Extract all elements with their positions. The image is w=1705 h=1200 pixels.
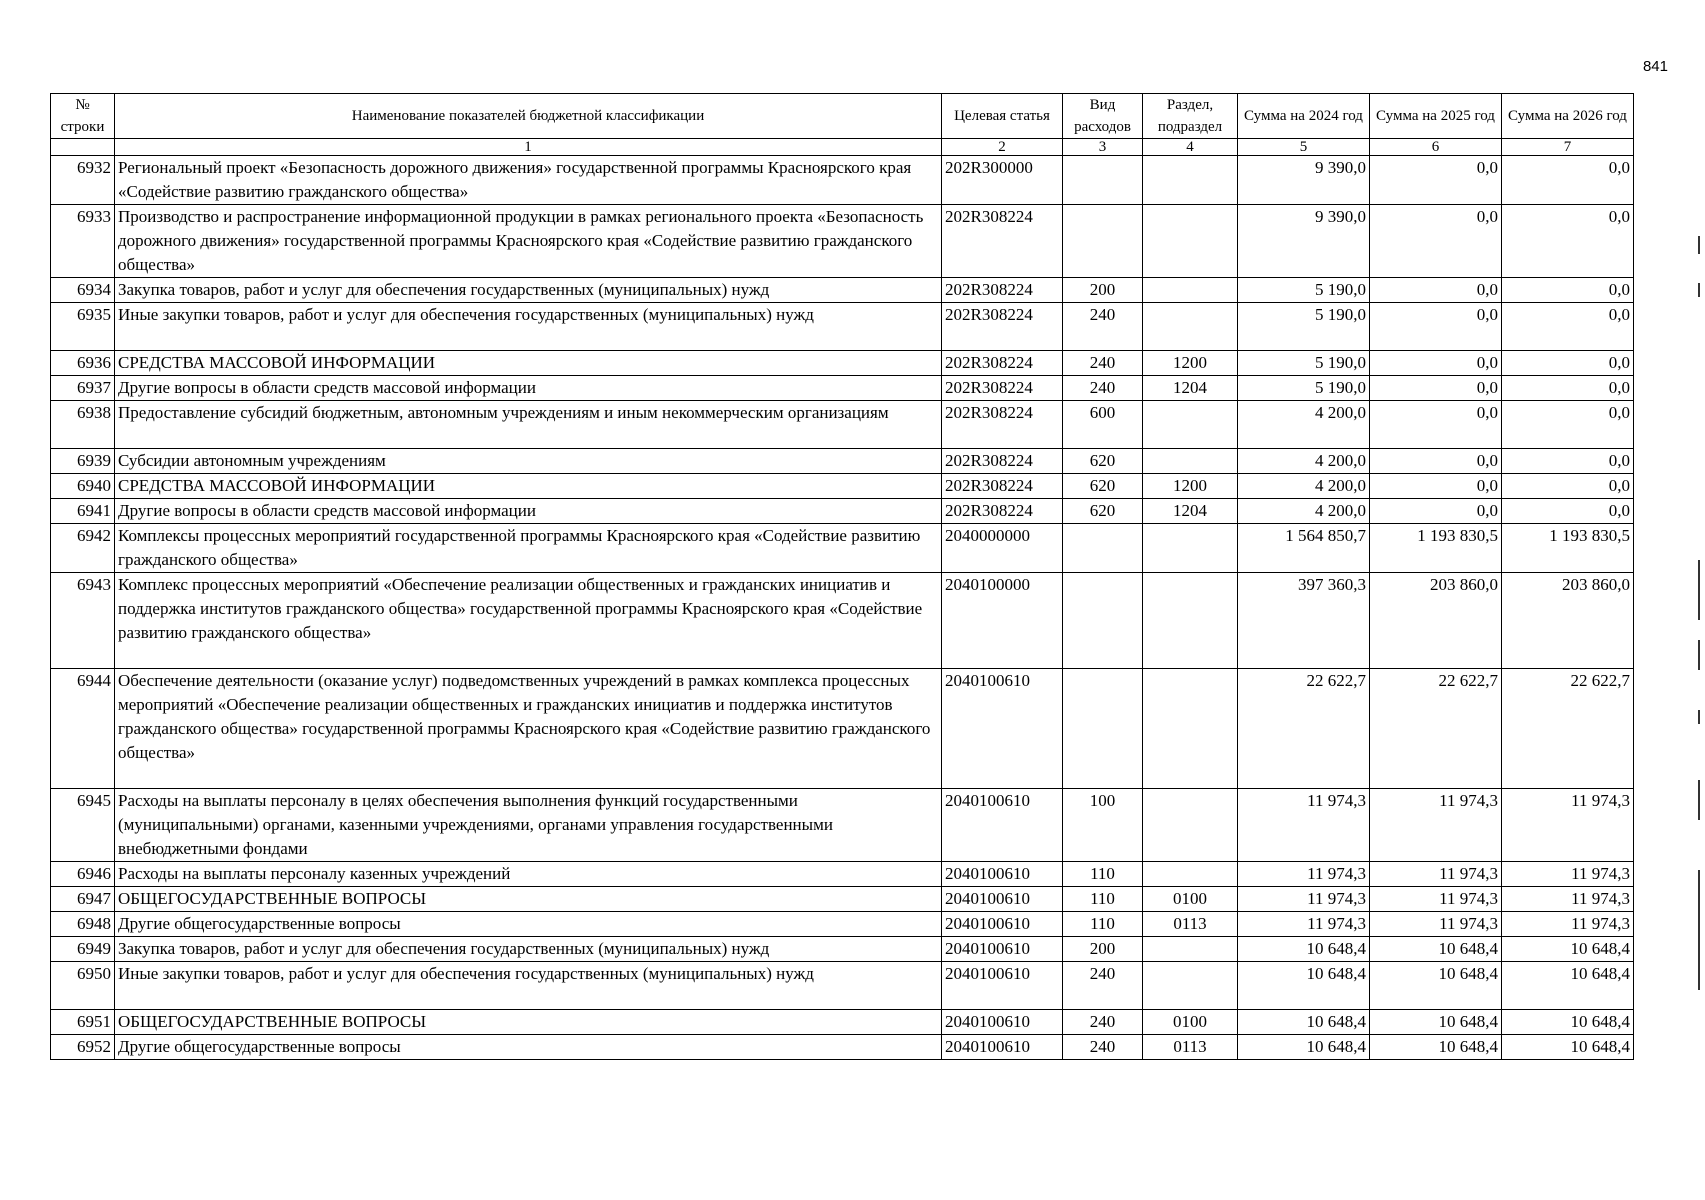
cell-target-article: 2040100610 (942, 1010, 1063, 1035)
cell-target-article: 202R308224 (942, 351, 1063, 376)
header-expense-type: Вид расходов (1063, 94, 1143, 139)
cell-row-number: 6938 (51, 401, 115, 449)
cell-section (1143, 862, 1238, 887)
cell-expense-type: 240 (1063, 303, 1143, 351)
cell-sum-2025: 1 193 830,5 (1370, 524, 1502, 573)
cell-sum-2026: 0,0 (1502, 156, 1634, 205)
table-row (51, 912, 1634, 937)
cell-row-number: 6937 (51, 376, 115, 401)
cell-section (1143, 278, 1238, 303)
cell-section (1143, 573, 1238, 669)
cell-sum-2026: 0,0 (1502, 205, 1634, 278)
cell-sum-2026: 11 974,3 (1502, 912, 1634, 937)
cell-sum-2025: 11 974,3 (1370, 789, 1502, 862)
colnum: 3 (1063, 139, 1143, 156)
cell-sum-2026: 0,0 (1502, 499, 1634, 524)
cell-row-number: 6946 (51, 862, 115, 887)
cell-section (1143, 789, 1238, 862)
cell-target-article: 202R308224 (942, 499, 1063, 524)
colnum: 5 (1238, 139, 1370, 156)
cell-name: Обеспечение деятельности (оказание услуг) подведомственных учреждений в рамках комплекса процессных мероприятий «Обеспечение реализации общественных и гражданских инициатив и поддержка институтов гражданского общества» государственной программы Красноярского края «Содействие развитию гражданского общества» (115, 669, 942, 789)
cell-sum-2024: 5 190,0 (1238, 376, 1370, 401)
cell-row-number: 6950 (51, 962, 115, 1010)
cell-row-number: 6933 (51, 205, 115, 278)
cell-section: 1204 (1143, 376, 1238, 401)
cell-section (1143, 524, 1238, 573)
cell-section: 1200 (1143, 474, 1238, 499)
cell-row-number: 6934 (51, 278, 115, 303)
cell-sum-2024: 5 190,0 (1238, 278, 1370, 303)
cell-name: Закупка товаров, работ и услуг для обеспечения государственных (муниципальных) нужд (115, 278, 942, 303)
cell-section (1143, 401, 1238, 449)
cell-name: Другие общегосударственные вопросы (115, 912, 942, 937)
cell-sum-2026: 1 193 830,5 (1502, 524, 1634, 573)
cell-target-article: 202R308224 (942, 401, 1063, 449)
cell-row-number: 6936 (51, 351, 115, 376)
header-sum-2025: Сумма на 2025 год (1370, 94, 1502, 139)
cell-expense-type: 100 (1063, 789, 1143, 862)
cell-section (1143, 205, 1238, 278)
table-row (51, 573, 1634, 669)
cell-expense-type: 110 (1063, 887, 1143, 912)
cell-target-article: 202R308224 (942, 278, 1063, 303)
cell-expense-type: 200 (1063, 278, 1143, 303)
cell-row-number: 6951 (51, 1010, 115, 1035)
cell-name: Иные закупки товаров, работ и услуг для обеспечения государственных (муниципальных) нужд (115, 303, 942, 351)
colnum: 1 (115, 139, 942, 156)
column-number-row (51, 139, 1634, 156)
cell-sum-2024: 10 648,4 (1238, 937, 1370, 962)
cell-sum-2026: 203 860,0 (1502, 573, 1634, 669)
cell-name: Расходы на выплаты персоналу казенных учреждений (115, 862, 942, 887)
table-row (51, 669, 1634, 789)
cell-name: Региональный проект «Безопасность дорожного движения» государственной программы Красноярского края «Содействие развитию гражданского общества» (115, 156, 942, 205)
cell-sum-2026: 0,0 (1502, 351, 1634, 376)
cell-expense-type: 240 (1063, 351, 1143, 376)
cell-sum-2024: 397 360,3 (1238, 573, 1370, 669)
header-section: Раздел, подраздел (1143, 94, 1238, 139)
cell-expense-type: 110 (1063, 912, 1143, 937)
cell-sum-2024: 10 648,4 (1238, 962, 1370, 1010)
cell-sum-2026: 11 974,3 (1502, 862, 1634, 887)
scan-edge-mark (1698, 283, 1700, 297)
cell-target-article: 202R308224 (942, 376, 1063, 401)
table-row (51, 887, 1634, 912)
cell-sum-2025: 0,0 (1370, 205, 1502, 278)
cell-section (1143, 669, 1238, 789)
cell-section: 1204 (1143, 499, 1238, 524)
cell-sum-2026: 0,0 (1502, 303, 1634, 351)
cell-target-article: 2040000000 (942, 524, 1063, 573)
budget-table (50, 93, 1634, 1060)
table-row (51, 1035, 1634, 1060)
cell-sum-2025: 22 622,7 (1370, 669, 1502, 789)
cell-sum-2025: 0,0 (1370, 401, 1502, 449)
cell-row-number: 6935 (51, 303, 115, 351)
cell-section (1143, 962, 1238, 1010)
header-sum-2024: Сумма на 2024 год (1238, 94, 1370, 139)
cell-sum-2026: 0,0 (1502, 376, 1634, 401)
colnum: 2 (942, 139, 1063, 156)
cell-section: 0113 (1143, 912, 1238, 937)
cell-sum-2026: 11 974,3 (1502, 789, 1634, 862)
cell-expense-type: 620 (1063, 499, 1143, 524)
colnum: 7 (1502, 139, 1634, 156)
cell-expense-type: 240 (1063, 1035, 1143, 1060)
cell-target-article: 2040100610 (942, 887, 1063, 912)
table-row (51, 1010, 1634, 1035)
cell-section (1143, 156, 1238, 205)
cell-target-article: 202R308224 (942, 205, 1063, 278)
cell-section: 1200 (1143, 351, 1238, 376)
cell-expense-type (1063, 524, 1143, 573)
cell-sum-2026: 22 622,7 (1502, 669, 1634, 789)
cell-sum-2024: 4 200,0 (1238, 449, 1370, 474)
cell-name: СРЕДСТВА МАССОВОЙ ИНФОРМАЦИИ (115, 474, 942, 499)
cell-sum-2026: 0,0 (1502, 474, 1634, 499)
page-number: 841 (1642, 58, 1668, 75)
cell-name: Другие общегосударственные вопросы (115, 1035, 942, 1060)
colnum-blank (51, 139, 115, 156)
cell-name: Иные закупки товаров, работ и услуг для обеспечения государственных (муниципальных) нужд (115, 962, 942, 1010)
cell-section: 0100 (1143, 1010, 1238, 1035)
cell-row-number: 6945 (51, 789, 115, 862)
table-row (51, 156, 1634, 205)
cell-sum-2025: 11 974,3 (1370, 912, 1502, 937)
table-row (51, 449, 1634, 474)
cell-name: Закупка товаров, работ и услуг для обеспечения государственных (муниципальных) нужд (115, 937, 942, 962)
cell-sum-2025: 0,0 (1370, 156, 1502, 205)
colnum: 6 (1370, 139, 1502, 156)
cell-row-number: 6948 (51, 912, 115, 937)
cell-target-article: 2040100610 (942, 789, 1063, 862)
cell-sum-2026: 10 648,4 (1502, 1010, 1634, 1035)
cell-target-article: 202R300000 (942, 156, 1063, 205)
cell-sum-2025: 203 860,0 (1370, 573, 1502, 669)
cell-name: Другие вопросы в области средств массовой информации (115, 376, 942, 401)
cell-sum-2025: 0,0 (1370, 449, 1502, 474)
cell-sum-2024: 11 974,3 (1238, 912, 1370, 937)
cell-row-number: 6940 (51, 474, 115, 499)
cell-target-article: 2040100610 (942, 669, 1063, 789)
cell-row-number: 6947 (51, 887, 115, 912)
cell-sum-2026: 11 974,3 (1502, 887, 1634, 912)
cell-sum-2025: 0,0 (1370, 499, 1502, 524)
cell-name: ОБЩЕГОСУДАРСТВЕННЫЕ ВОПРОСЫ (115, 1010, 942, 1035)
cell-sum-2024: 10 648,4 (1238, 1010, 1370, 1035)
cell-sum-2025: 0,0 (1370, 474, 1502, 499)
cell-row-number: 6944 (51, 669, 115, 789)
header-sum-2026: Сумма на 2026 год (1502, 94, 1634, 139)
scan-edge-mark (1698, 710, 1700, 724)
cell-section: 0113 (1143, 1035, 1238, 1060)
cell-expense-type: 240 (1063, 1010, 1143, 1035)
scan-edge-mark (1698, 236, 1700, 254)
cell-row-number: 6943 (51, 573, 115, 669)
cell-sum-2024: 22 622,7 (1238, 669, 1370, 789)
cell-target-article: 2040100610 (942, 962, 1063, 1010)
cell-sum-2026: 0,0 (1502, 278, 1634, 303)
cell-name: Комплекс процессных мероприятий «Обеспечение реализации общественных и гражданских инициатив и поддержка институтов гражданского общества» государственной программы Красноярского края «Содействие развитию гражданского общества» (115, 573, 942, 669)
cell-section: 0100 (1143, 887, 1238, 912)
cell-name: Расходы на выплаты персоналу в целях обеспечения выполнения функций государственными (муниципальными) органами, казенными учреждениями, органами управления государственными внебюджетными фондами (115, 789, 942, 862)
cell-sum-2025: 0,0 (1370, 376, 1502, 401)
table-row (51, 351, 1634, 376)
table-row (51, 937, 1634, 962)
cell-sum-2025: 11 974,3 (1370, 862, 1502, 887)
table-row (51, 499, 1634, 524)
cell-sum-2025: 0,0 (1370, 278, 1502, 303)
cell-expense-type (1063, 156, 1143, 205)
cell-row-number: 6941 (51, 499, 115, 524)
cell-sum-2024: 5 190,0 (1238, 351, 1370, 376)
cell-sum-2025: 11 974,3 (1370, 887, 1502, 912)
cell-row-number: 6932 (51, 156, 115, 205)
cell-sum-2026: 10 648,4 (1502, 1035, 1634, 1060)
cell-section (1143, 937, 1238, 962)
table-row (51, 401, 1634, 449)
cell-expense-type: 240 (1063, 962, 1143, 1010)
cell-target-article: 2040100610 (942, 912, 1063, 937)
table-row (51, 303, 1634, 351)
cell-name: СРЕДСТВА МАССОВОЙ ИНФОРМАЦИИ (115, 351, 942, 376)
cell-sum-2026: 10 648,4 (1502, 937, 1634, 962)
cell-sum-2026: 10 648,4 (1502, 962, 1634, 1010)
table-body (51, 156, 1634, 1060)
cell-name: ОБЩЕГОСУДАРСТВЕННЫЕ ВОПРОСЫ (115, 887, 942, 912)
table-row (51, 962, 1634, 1010)
cell-expense-type: 110 (1063, 862, 1143, 887)
header-name: Наименование показателей бюджетной классификации (115, 94, 942, 139)
cell-row-number: 6952 (51, 1035, 115, 1060)
cell-section (1143, 449, 1238, 474)
cell-sum-2024: 11 974,3 (1238, 887, 1370, 912)
cell-expense-type (1063, 205, 1143, 278)
cell-target-article: 2040100610 (942, 862, 1063, 887)
table-header-row (51, 94, 1634, 139)
cell-sum-2024: 4 200,0 (1238, 474, 1370, 499)
cell-sum-2024: 1 564 850,7 (1238, 524, 1370, 573)
cell-row-number: 6949 (51, 937, 115, 962)
cell-expense-type (1063, 669, 1143, 789)
cell-name: Производство и распространение информационной продукции в рамках регионального проекта «Безопасность дорожного движения» государственной программы Красноярского края «Содействие развитию гражданского общества» (115, 205, 942, 278)
cell-expense-type: 240 (1063, 376, 1143, 401)
cell-target-article: 202R308224 (942, 474, 1063, 499)
cell-sum-2025: 10 648,4 (1370, 1035, 1502, 1060)
cell-expense-type (1063, 573, 1143, 669)
scan-edge-mark (1698, 560, 1700, 620)
cell-name: Субсидии автономным учреждениям (115, 449, 942, 474)
table-row (51, 474, 1634, 499)
cell-sum-2026: 0,0 (1502, 449, 1634, 474)
cell-target-article: 2040100000 (942, 573, 1063, 669)
cell-name: Комплексы процессных мероприятий государственной программы Красноярского края «Содействие развитию гражданского общества» (115, 524, 942, 573)
cell-expense-type: 200 (1063, 937, 1143, 962)
cell-row-number: 6939 (51, 449, 115, 474)
cell-section (1143, 303, 1238, 351)
table-row (51, 205, 1634, 278)
table-row (51, 524, 1634, 573)
cell-sum-2024: 11 974,3 (1238, 862, 1370, 887)
cell-sum-2025: 0,0 (1370, 351, 1502, 376)
cell-sum-2024: 4 200,0 (1238, 499, 1370, 524)
cell-expense-type: 620 (1063, 449, 1143, 474)
cell-sum-2025: 10 648,4 (1370, 962, 1502, 1010)
table-row (51, 278, 1634, 303)
cell-sum-2025: 10 648,4 (1370, 1010, 1502, 1035)
cell-name: Другие вопросы в области средств массовой информации (115, 499, 942, 524)
scan-edge-mark (1698, 640, 1700, 670)
table-row (51, 376, 1634, 401)
cell-row-number: 6942 (51, 524, 115, 573)
header-target-article: Целевая статья (942, 94, 1063, 139)
cell-target-article: 202R308224 (942, 449, 1063, 474)
cell-name: Предоставление субсидий бюджетным, автономным учреждениям и иным некоммерческим организациям (115, 401, 942, 449)
cell-sum-2024: 4 200,0 (1238, 401, 1370, 449)
cell-sum-2024: 10 648,4 (1238, 1035, 1370, 1060)
scan-edge-mark (1698, 780, 1700, 820)
cell-expense-type: 620 (1063, 474, 1143, 499)
cell-expense-type: 600 (1063, 401, 1143, 449)
colnum: 4 (1143, 139, 1238, 156)
cell-sum-2025: 0,0 (1370, 303, 1502, 351)
cell-sum-2024: 11 974,3 (1238, 789, 1370, 862)
cell-sum-2024: 5 190,0 (1238, 303, 1370, 351)
scan-edge-mark (1698, 870, 1700, 990)
cell-target-article: 2040100610 (942, 937, 1063, 962)
cell-sum-2026: 0,0 (1502, 401, 1634, 449)
cell-sum-2024: 9 390,0 (1238, 156, 1370, 205)
header-row-number: № строки (51, 94, 115, 139)
cell-sum-2024: 9 390,0 (1238, 205, 1370, 278)
table-row (51, 862, 1634, 887)
table-row (51, 789, 1634, 862)
cell-target-article: 2040100610 (942, 1035, 1063, 1060)
cell-target-article: 202R308224 (942, 303, 1063, 351)
cell-sum-2025: 10 648,4 (1370, 937, 1502, 962)
